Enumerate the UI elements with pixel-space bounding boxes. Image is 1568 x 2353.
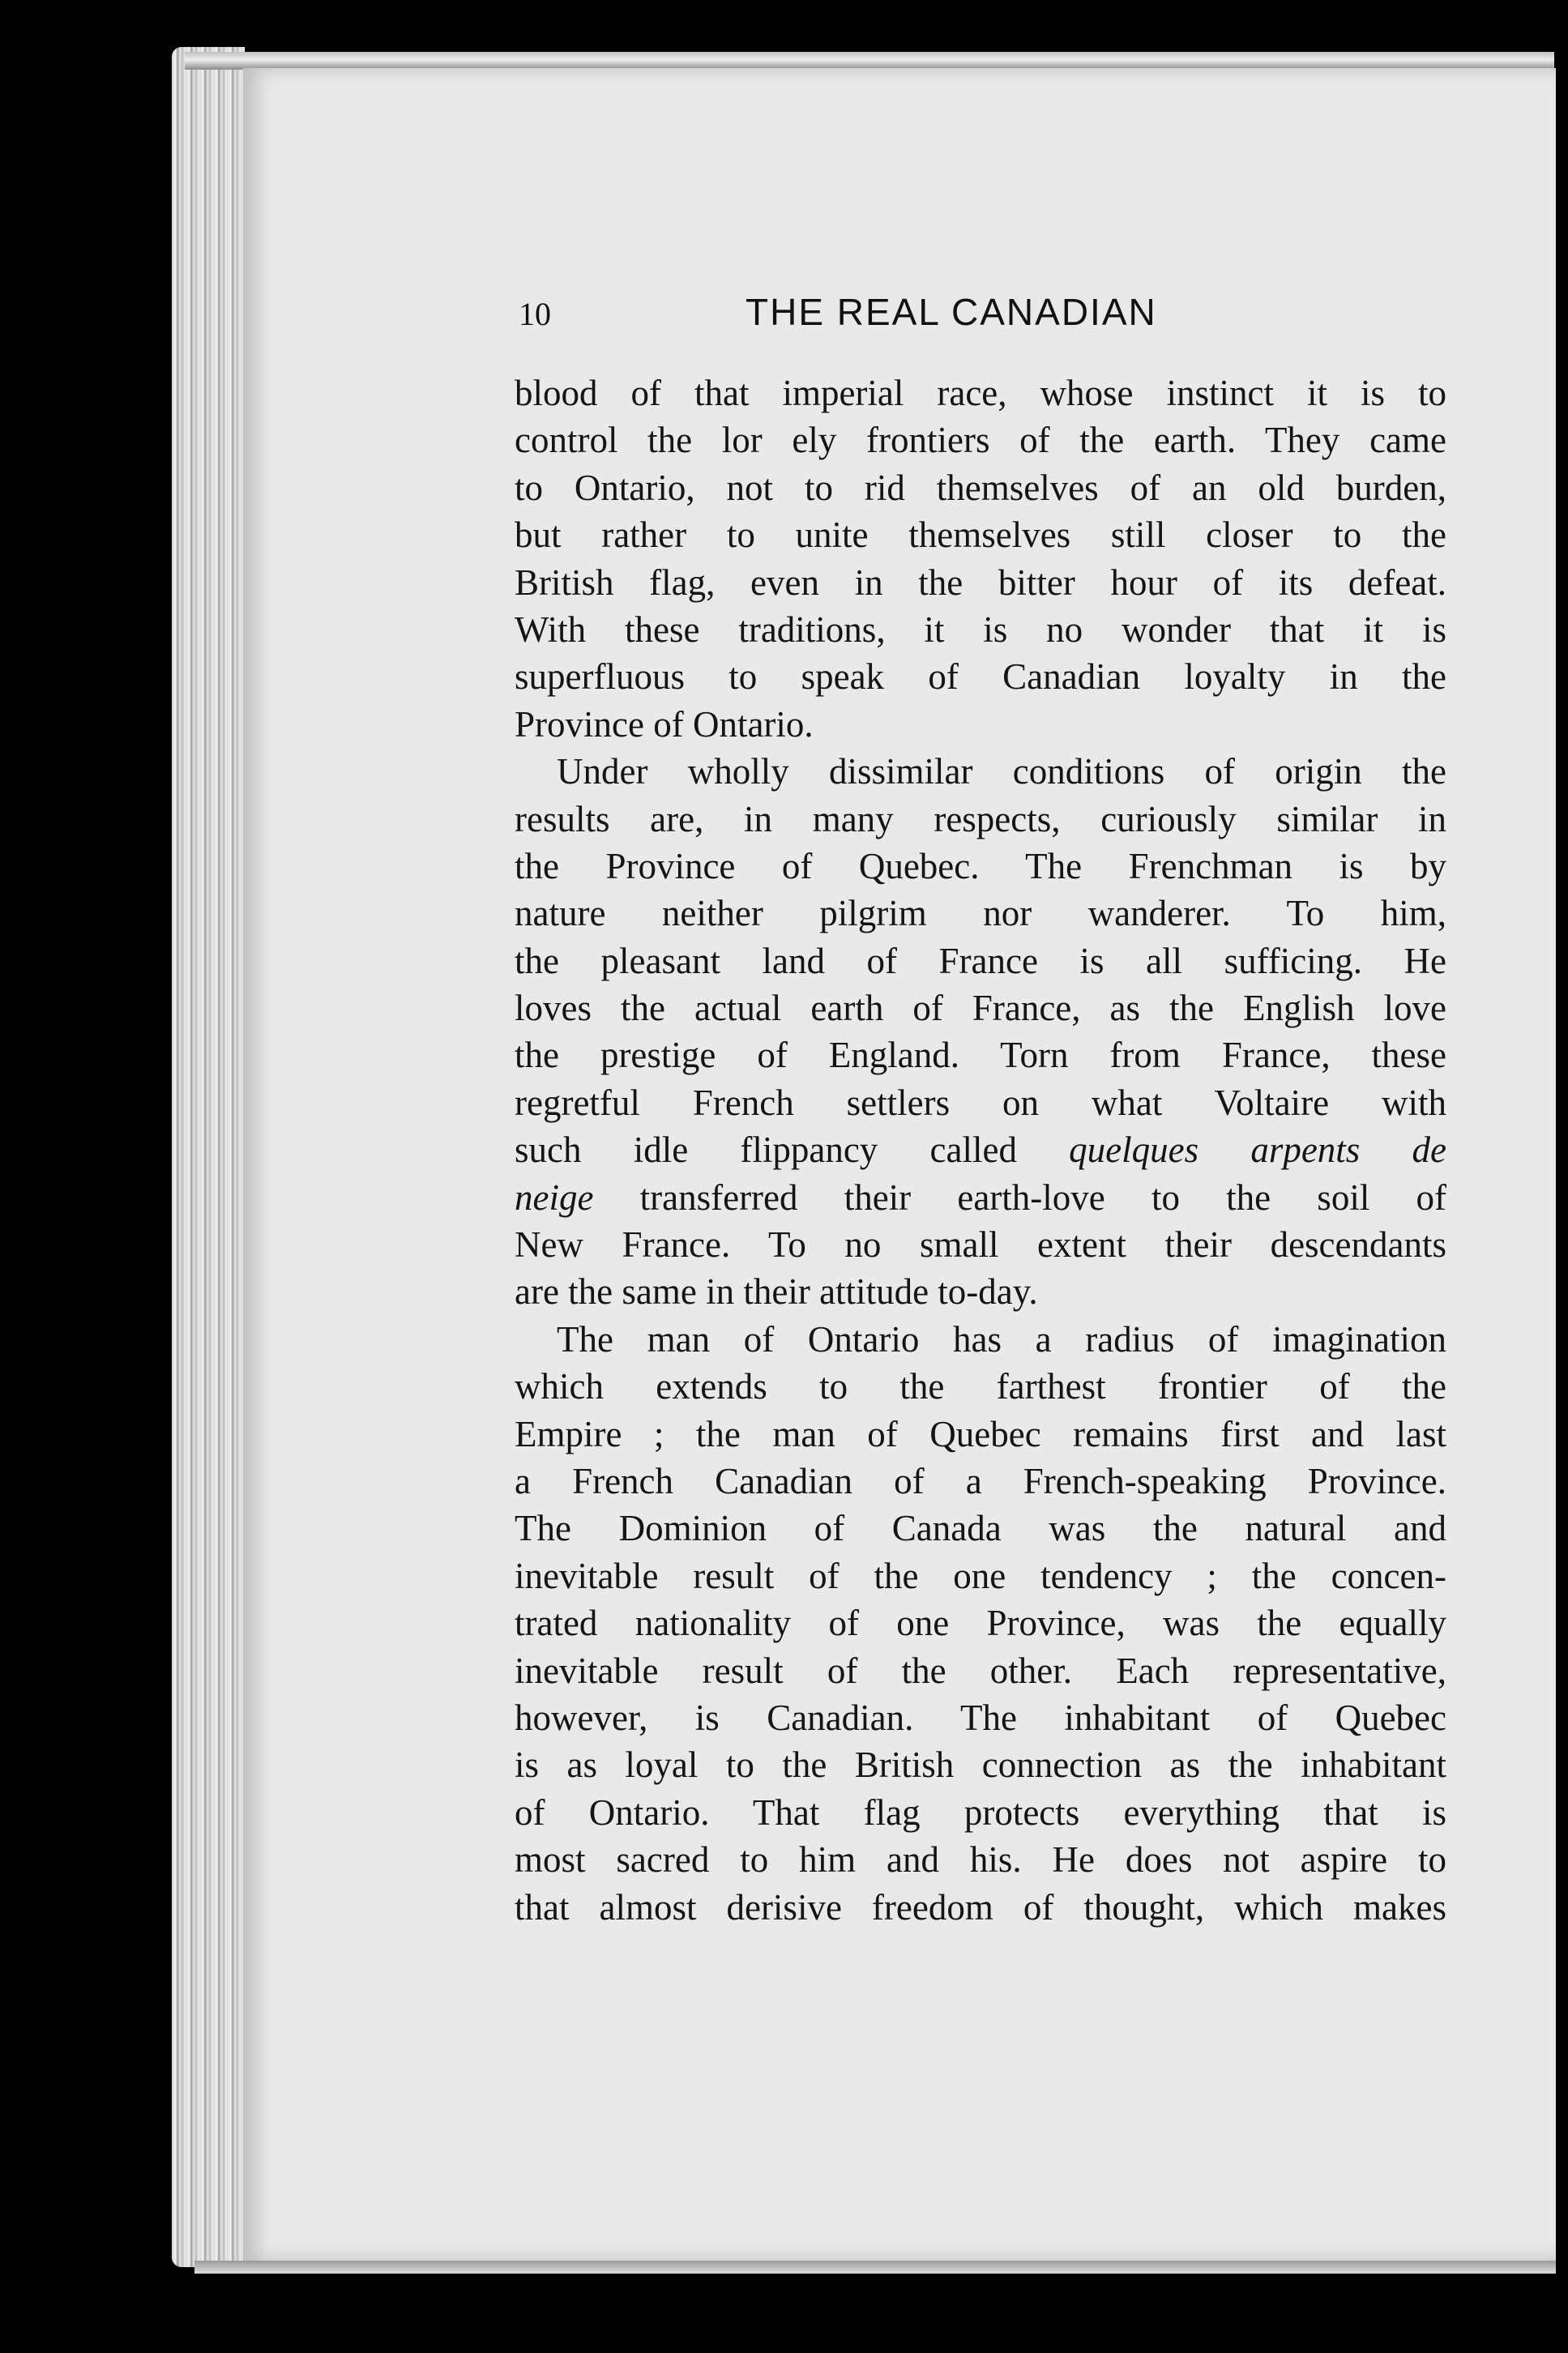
book-page-edges: [172, 47, 245, 2267]
text-line: nature neither pilgrim nor wanderer. To him,: [515, 893, 1446, 934]
text-line: regretful French settlers on what Voltaire with: [515, 1082, 1446, 1123]
text-line: the prestige of England. Torn from France, these: [515, 1035, 1446, 1076]
text-line: blood of that imperial race, whose instinct it is to: [515, 373, 1446, 413]
text-line: The Dominion of Canada was the natural and: [515, 1508, 1446, 1549]
text-line: Empire ; the man of Quebec remains first and last: [515, 1413, 1446, 1454]
text-line: inevitable result of the one tendency ; the concen-: [515, 1555, 1446, 1596]
ink-speck: [976, 18, 984, 31]
text-line: British flag, even in the bitter hour of its defeat.: [515, 562, 1446, 603]
text-line: but rather to unite themselves still closer to the: [515, 515, 1446, 556]
text-line: loves the actual earth of France, as the English love: [515, 988, 1446, 1029]
text-line: The man of Ontario has a radius of imagination: [557, 1318, 1446, 1360]
ink-speck: [632, 32, 689, 47]
text-line: the Province of Quebec. The Frenchman is by: [515, 845, 1446, 886]
text-line: With these traditions, it is no wonder that it is: [515, 609, 1446, 650]
text-line: control the lor ely frontiers of the earth. They came: [515, 420, 1446, 461]
running-header: [519, 285, 1451, 350]
text-line: however, is Canadian. The inhabitant of Quebec: [515, 1697, 1446, 1738]
page-bottom-edge: [194, 2261, 1556, 2274]
text-line: trated nationality of one Province, was the equally: [515, 1603, 1446, 1644]
text-line: most sacred to him and his. He does not aspire to: [515, 1839, 1446, 1881]
text-line: results are, in many respects, curiously similar in: [515, 798, 1446, 839]
text-line: Under wholly dissimilar conditions of origin the: [557, 751, 1446, 792]
body-text: [515, 369, 1446, 1931]
text-line: [515, 1126, 1446, 1173]
text-line: New France. To no small extent their descendants: [515, 1224, 1446, 1266]
page-top-edge: [185, 52, 1554, 70]
text-line: superfluous to speak of Canadian loyalty in the: [515, 656, 1446, 698]
text-line: inevitable result of the other. Each representative,: [515, 1650, 1446, 1691]
text-line: to Ontario, not to rid themselves of an old burden,: [515, 467, 1446, 508]
text-line-segment: such idle flippancy called: [515, 1130, 1070, 1171]
text-line-segment: transferred their earth-love to the soil of: [593, 1176, 1446, 1218]
text-line: are the same in their attitude to-day.: [515, 1271, 1038, 1313]
text-line: the pleasant land of France is all sufficing. He: [515, 940, 1446, 981]
text-line: a French Canadian of a French-speaking Province.: [515, 1460, 1446, 1501]
text-line: of Ontario. That flag protects everything that is: [515, 1791, 1446, 1833]
italic-phrase: quelques arpents de: [1069, 1130, 1447, 1171]
text-line: [515, 1174, 1446, 1221]
page-number: 10: [519, 296, 551, 332]
italic-phrase: neige: [515, 1176, 594, 1218]
text-line: which extends to the farthest frontier of the: [515, 1366, 1446, 1407]
text-line: that almost derisive freedom of thought, which makes: [515, 1886, 1446, 1928]
text-line: Province of Ontario.: [515, 703, 814, 745]
running-title: THE REAL CANADIAN: [746, 291, 1157, 333]
text-line: is as loyal to the British connection as the inhabitant: [515, 1744, 1446, 1786]
